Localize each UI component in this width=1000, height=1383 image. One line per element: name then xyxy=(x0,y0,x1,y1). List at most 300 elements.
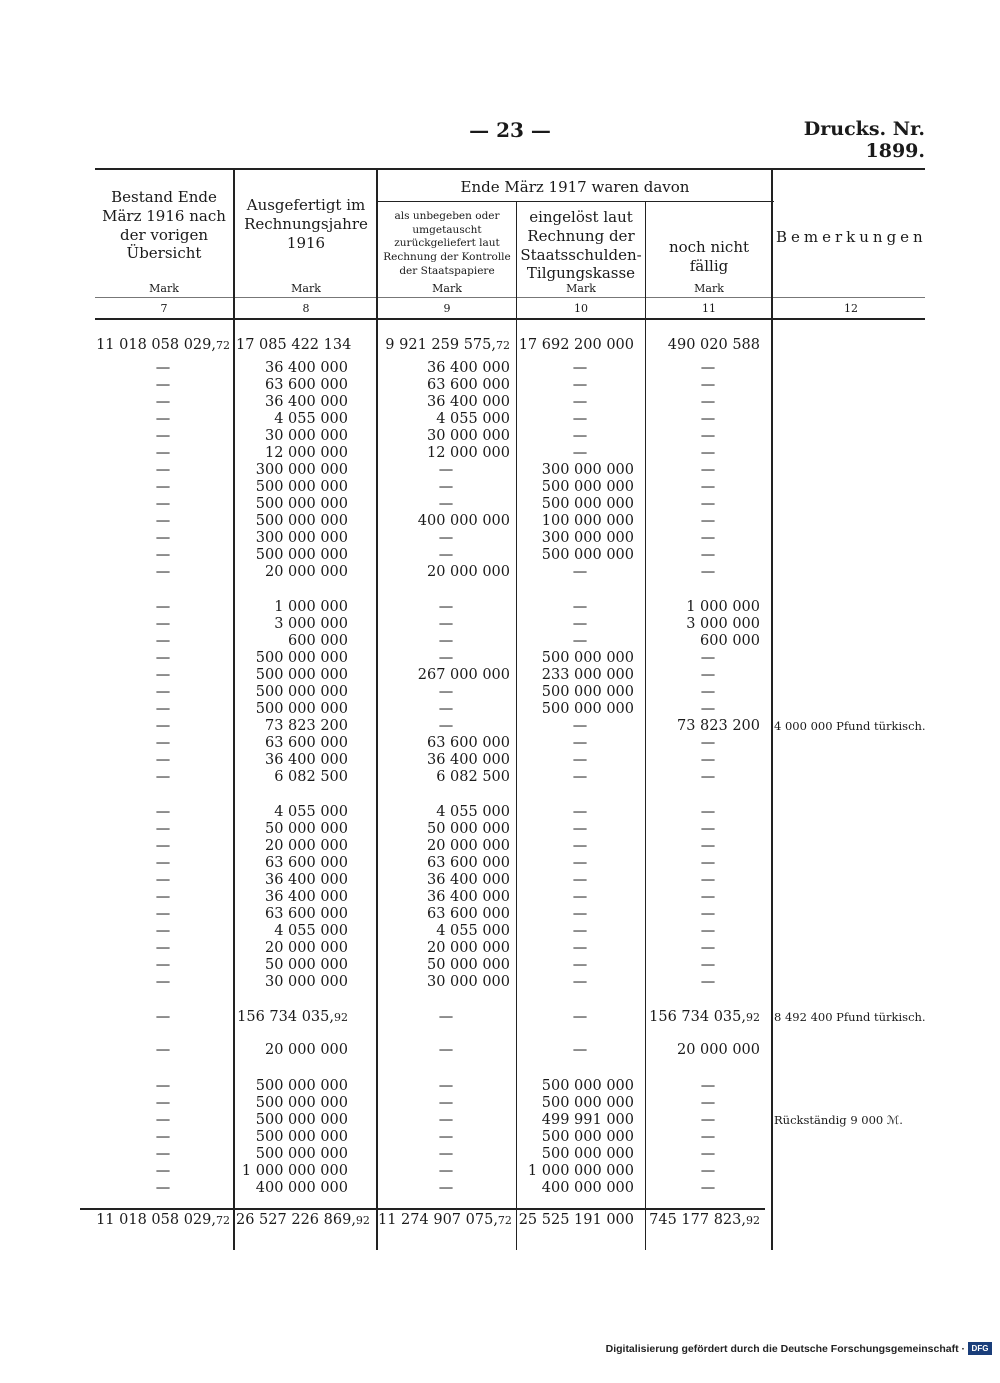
row-17-c10-value: 500 000 000 xyxy=(541,650,634,666)
row-8-c8-value: 500 000 000 xyxy=(255,479,348,495)
row-14-c10-value: — xyxy=(572,599,588,615)
row-19-c7 xyxy=(98,684,228,701)
row-4-c8-value: 4 055 000 xyxy=(274,411,348,427)
row-40-c8-value: 500 000 000 xyxy=(255,1112,348,1128)
row-29-c8-value: 36 400 000 xyxy=(264,872,348,888)
row-23-c10 xyxy=(518,752,642,769)
row-7-c9 xyxy=(380,462,512,479)
row-10-c9 xyxy=(378,513,510,530)
unit-rule xyxy=(95,297,925,298)
row-8-c9 xyxy=(380,479,512,496)
row-41-c7 xyxy=(98,1129,228,1146)
row-17-c11-value: — xyxy=(700,650,716,666)
row-17-c7 xyxy=(98,650,228,667)
row-27-c7-value: — xyxy=(155,838,171,854)
col10-unit: Mark xyxy=(566,282,596,295)
row-23-c10-value: — xyxy=(572,752,588,768)
row-6-c8-value: 12 000 000 xyxy=(264,445,348,461)
row-43-c10-value: 1 000 000 000 xyxy=(527,1163,634,1179)
row-34-c11 xyxy=(648,957,768,974)
row-1-c11 xyxy=(648,360,768,377)
row-0-c7-comma: , xyxy=(211,337,216,353)
row-1-c9-value: 36 400 000 xyxy=(426,360,510,376)
totals-c10-value: 25 525 191 000 xyxy=(518,1212,634,1228)
row-27-c10 xyxy=(518,838,642,855)
row-33-c7 xyxy=(98,940,228,957)
row-34-c11-value: — xyxy=(700,957,716,973)
col9-header: als unbegeben oder umgetauscht zurückgeliefert laut Rechnung der Kontrolle der Staatspapiere xyxy=(383,210,511,277)
group-header: Ende März 1917 waren davon xyxy=(460,178,690,196)
row-16-c7 xyxy=(98,633,228,650)
row-8-c7 xyxy=(98,479,228,496)
row-36-c7-value: — xyxy=(155,1009,171,1025)
row-5-c9 xyxy=(378,428,510,445)
row-29-c9-value: 36 400 000 xyxy=(426,872,510,888)
row-12-c11 xyxy=(648,547,768,564)
row-27-c8-value: 20 000 000 xyxy=(264,838,348,854)
row-10-c8 xyxy=(236,513,348,530)
row-4-c7 xyxy=(98,411,228,428)
row-29-c7-value: — xyxy=(155,872,171,888)
row-36-c7 xyxy=(98,1009,228,1026)
row-38-c7 xyxy=(98,1078,228,1095)
row-39-c8-value: 500 000 000 xyxy=(255,1095,348,1111)
col10-header: eingelöst laut Rechnung der Staatsschulden-Tilgungskasse xyxy=(520,208,642,283)
row-39-c7-value: — xyxy=(155,1095,171,1111)
vline-3 xyxy=(516,202,517,1250)
row-35-c7-value: — xyxy=(155,974,171,990)
row-5-c7 xyxy=(98,428,228,445)
row-3-c8 xyxy=(236,394,348,411)
row-3-c8-value: 36 400 000 xyxy=(264,394,348,410)
row-33-c8 xyxy=(236,940,348,957)
totals-c7 xyxy=(85,1212,230,1229)
row-20-c7 xyxy=(98,701,228,718)
row-9-c11-value: — xyxy=(700,496,716,512)
row-38-c8 xyxy=(236,1078,348,1095)
row-6-c8 xyxy=(236,445,348,462)
row-31-c8 xyxy=(236,906,348,923)
footer-credit: Digitalisierung gefördert durch die Deutsche Forschungsgemeinschaft · xyxy=(605,1343,965,1355)
row-28-c9-value: 63 600 000 xyxy=(426,855,510,871)
totals-rule xyxy=(80,1208,765,1210)
row-40-c11 xyxy=(648,1112,768,1129)
row-6-c9 xyxy=(378,445,510,462)
totals-c7-comma: , xyxy=(211,1212,216,1228)
row-4-c9-value: 4 055 000 xyxy=(436,411,510,427)
row-21-c7 xyxy=(98,718,228,735)
row-13-c10-value: — xyxy=(572,564,588,580)
row-17-c8-value: 500 000 000 xyxy=(255,650,348,666)
row-1-c8-value: 36 400 000 xyxy=(264,360,348,376)
row-20-c10 xyxy=(518,701,634,718)
row-24-c8-value: 6 082 500 xyxy=(274,769,348,785)
row-26-c9 xyxy=(378,821,510,838)
row-5-c8 xyxy=(236,428,348,445)
row-28-c10 xyxy=(518,855,642,872)
row-8-c7-value: — xyxy=(155,479,171,495)
row-20-c9-value: — xyxy=(438,701,454,717)
row-21-c9 xyxy=(380,718,512,735)
row-20-c11-value: — xyxy=(700,701,716,717)
row-6-c7-value: — xyxy=(155,445,171,461)
row-20-c8-value: 500 000 000 xyxy=(255,701,348,717)
row-27-c9-value: 20 000 000 xyxy=(426,838,510,854)
row-5-c10 xyxy=(518,428,642,445)
row-34-c7 xyxy=(98,957,228,974)
row-6-c10-value: — xyxy=(572,445,588,461)
row-8-c11 xyxy=(648,479,768,496)
row-6-c10 xyxy=(518,445,642,462)
row-21-c10 xyxy=(518,718,642,735)
row-31-c11 xyxy=(648,906,768,923)
row-21-remark: 4 000 000 Pfund türkisch. xyxy=(774,719,926,733)
row-0-c10 xyxy=(518,337,634,354)
row-36-c10 xyxy=(518,1009,642,1026)
row-0-c7-value: 11 018 058 029 xyxy=(96,337,212,353)
row-30-c8-value: 36 400 000 xyxy=(264,889,348,905)
row-24-c10 xyxy=(518,769,642,786)
row-3-c11 xyxy=(648,394,768,411)
row-36-c11 xyxy=(648,1009,760,1026)
row-8-c11-value: — xyxy=(700,479,716,495)
row-26-c9-value: 50 000 000 xyxy=(426,821,510,837)
row-30-c7-value: — xyxy=(155,889,171,905)
totals-c11-comma: , xyxy=(741,1212,746,1228)
row-38-c7-value: — xyxy=(155,1078,171,1094)
row-9-c7-value: — xyxy=(155,496,171,512)
row-36-c8-value: 156 734 035 xyxy=(237,1009,330,1025)
row-41-c8-value: 500 000 000 xyxy=(255,1129,348,1145)
row-36-c8-decimals: 92 xyxy=(334,1011,348,1024)
row-13-c11 xyxy=(648,564,768,581)
row-41-c9-value: — xyxy=(438,1129,454,1145)
row-13-c8-value: 20 000 000 xyxy=(264,564,348,580)
row-33-c10 xyxy=(518,940,642,957)
row-17-c10 xyxy=(518,650,634,667)
row-17-c7-value: — xyxy=(155,650,171,666)
row-39-c9 xyxy=(380,1095,512,1112)
row-16-c8 xyxy=(236,633,348,650)
row-42-c11-value: — xyxy=(700,1146,716,1162)
row-44-c9 xyxy=(380,1180,512,1197)
row-40-c8 xyxy=(236,1112,348,1129)
row-4-c8 xyxy=(236,411,348,428)
row-43-c8-value: 1 000 000 000 xyxy=(241,1163,348,1179)
row-32-c9 xyxy=(378,923,510,940)
row-38-c10 xyxy=(518,1078,634,1095)
row-11-c9 xyxy=(380,530,512,547)
row-26-c10 xyxy=(518,821,642,838)
row-11-c7 xyxy=(98,530,228,547)
row-9-c8-value: 500 000 000 xyxy=(255,496,348,512)
row-15-c7-value: — xyxy=(155,616,171,632)
row-27-c11-value: — xyxy=(700,838,716,854)
row-2-c11-value: — xyxy=(700,377,716,393)
row-29-c11-value: — xyxy=(700,872,716,888)
row-0-c9-decimals: 72 xyxy=(496,339,510,352)
row-12-c10-value: 500 000 000 xyxy=(541,547,634,563)
row-41-c8 xyxy=(236,1129,348,1146)
row-0-c11 xyxy=(648,337,760,354)
row-14-c11 xyxy=(648,599,760,616)
row-10-c11 xyxy=(648,513,768,530)
row-16-c10-value: — xyxy=(572,633,588,649)
row-8-c8 xyxy=(236,479,348,496)
group-rule xyxy=(378,201,774,202)
row-23-c11-value: — xyxy=(700,752,716,768)
row-38-c9-value: — xyxy=(438,1078,454,1094)
row-15-c11 xyxy=(648,616,760,633)
totals-c8-comma: , xyxy=(351,1212,356,1228)
row-9-c8 xyxy=(236,496,348,513)
row-25-c11-value: — xyxy=(700,804,716,820)
row-0-c9-value: 9 921 259 575 xyxy=(385,337,492,353)
row-21-c8-value: 73 823 200 xyxy=(264,718,348,734)
row-36-c9 xyxy=(380,1009,512,1026)
row-13-c11-value: — xyxy=(700,564,716,580)
row-44-c10-value: 400 000 000 xyxy=(541,1180,634,1196)
row-1-c9 xyxy=(378,360,510,377)
row-7-c7-value: — xyxy=(155,462,171,478)
row-12-c9-value: — xyxy=(438,547,454,563)
row-36-c8 xyxy=(236,1009,348,1026)
col8-header: Ausgefertigt im Rechnungsjahre 1916 xyxy=(244,196,368,252)
row-35-c9-value: 30 000 000 xyxy=(426,974,510,990)
row-41-c7-value: — xyxy=(155,1129,171,1145)
row-13-c7 xyxy=(98,564,228,581)
row-22-c8 xyxy=(236,735,348,752)
row-4-c9 xyxy=(378,411,510,428)
row-11-c8 xyxy=(236,530,348,547)
row-33-c11 xyxy=(648,940,768,957)
row-2-c8 xyxy=(236,377,348,394)
row-25-c7 xyxy=(98,804,228,821)
row-16-c11 xyxy=(648,633,760,650)
row-2-c7 xyxy=(98,377,228,394)
row-9-c9 xyxy=(380,496,512,513)
row-25-c9-value: 4 055 000 xyxy=(436,804,510,820)
row-4-c11 xyxy=(648,411,768,428)
row-16-c9-value: — xyxy=(438,633,454,649)
row-29-c10-value: — xyxy=(572,872,588,888)
row-37-c10-value: — xyxy=(572,1042,588,1058)
row-24-c11-value: — xyxy=(700,769,716,785)
row-28-c11 xyxy=(648,855,768,872)
row-14-c10 xyxy=(518,599,642,616)
row-21-c11-value: 73 823 200 xyxy=(676,718,760,734)
row-34-c8 xyxy=(236,957,348,974)
row-16-c8-value: 600 000 xyxy=(288,633,348,649)
row-21-c7-value: — xyxy=(155,718,171,734)
row-2-c8-value: 63 600 000 xyxy=(264,377,348,393)
row-11-c10-value: 300 000 000 xyxy=(541,530,634,546)
row-24-c9-value: 6 082 500 xyxy=(436,769,510,785)
row-35-c11-value: — xyxy=(700,974,716,990)
row-9-c10-value: 500 000 000 xyxy=(541,496,634,512)
row-37-c8-value: 20 000 000 xyxy=(264,1042,348,1058)
row-33-c7-value: — xyxy=(155,940,171,956)
row-2-c9 xyxy=(378,377,510,394)
row-35-c10 xyxy=(518,974,642,991)
row-5-c10-value: — xyxy=(572,428,588,444)
row-42-c11 xyxy=(648,1146,768,1163)
row-10-c7 xyxy=(98,513,228,530)
row-7-c8 xyxy=(236,462,348,479)
row-22-c8-value: 63 600 000 xyxy=(264,735,348,751)
vline-4 xyxy=(645,202,646,1250)
row-36-c11-comma: , xyxy=(741,1009,746,1025)
row-2-c10-value: — xyxy=(572,377,588,393)
row-14-c11-value: 1 000 000 xyxy=(686,599,760,615)
row-37-c9 xyxy=(380,1042,512,1059)
row-41-c10 xyxy=(518,1129,634,1146)
row-16-c7-value: — xyxy=(155,633,171,649)
row-36-remark: 8 492 400 Pfund türkisch. xyxy=(774,1010,926,1024)
row-0-c8 xyxy=(236,337,352,354)
row-36-c10-value: — xyxy=(572,1009,588,1025)
row-19-c10 xyxy=(518,684,634,701)
row-20-c10-value: 500 000 000 xyxy=(541,701,634,717)
row-44-c10 xyxy=(518,1180,634,1197)
row-17-c11 xyxy=(648,650,768,667)
row-1-c7-value: — xyxy=(155,360,171,376)
row-1-c10 xyxy=(518,360,642,377)
row-18-c7-value: — xyxy=(155,667,171,683)
row-26-c7 xyxy=(98,821,228,838)
row-5-c11 xyxy=(648,428,768,445)
row-34-c9 xyxy=(378,957,510,974)
row-10-c10-value: 100 000 000 xyxy=(541,513,634,529)
row-29-c9 xyxy=(378,872,510,889)
row-7-c9-value: — xyxy=(438,462,454,478)
row-37-c11-value: 20 000 000 xyxy=(676,1042,760,1058)
row-36-c11-decimals: 92 xyxy=(746,1011,760,1024)
row-13-c9 xyxy=(378,564,510,581)
top-rule xyxy=(95,168,925,170)
row-39-c9-value: — xyxy=(438,1095,454,1111)
row-26-c8 xyxy=(236,821,348,838)
row-31-c10-value: — xyxy=(572,906,588,922)
row-19-c9 xyxy=(380,684,512,701)
row-25-c10-value: — xyxy=(572,804,588,820)
row-36-c11-value: 156 734 035 xyxy=(649,1009,742,1025)
row-15-c10 xyxy=(518,616,642,633)
row-23-c8 xyxy=(236,752,348,769)
row-9-c11 xyxy=(648,496,768,513)
row-25-c10 xyxy=(518,804,642,821)
totals-c9 xyxy=(378,1212,510,1229)
row-12-c8 xyxy=(236,547,348,564)
row-25-c7-value: — xyxy=(155,804,171,820)
col11-header: noch nicht fällig xyxy=(668,238,750,275)
row-42-c9 xyxy=(380,1146,512,1163)
row-8-c9-value: — xyxy=(438,479,454,495)
row-41-c11 xyxy=(648,1129,768,1146)
row-7-c7 xyxy=(98,462,228,479)
row-43-c9-value: — xyxy=(438,1163,454,1179)
row-44-c11-value: — xyxy=(700,1180,716,1196)
row-30-c9 xyxy=(378,889,510,906)
totals-c11 xyxy=(648,1212,760,1229)
row-18-c11 xyxy=(648,667,768,684)
row-27-c10-value: — xyxy=(572,838,588,854)
row-28-c7 xyxy=(98,855,228,872)
row-42-c7 xyxy=(98,1146,228,1163)
row-43-c9 xyxy=(380,1163,512,1180)
row-43-c7-value: — xyxy=(155,1163,171,1179)
row-33-c9 xyxy=(378,940,510,957)
dfg-logo: DFG xyxy=(968,1342,992,1355)
totals-c9-comma: , xyxy=(493,1212,498,1228)
row-14-c8-value: 1 000 000 xyxy=(274,599,348,615)
row-5-c9-value: 30 000 000 xyxy=(426,428,510,444)
row-34-c10 xyxy=(518,957,642,974)
row-19-c11-value: — xyxy=(700,684,716,700)
row-41-c11-value: — xyxy=(700,1129,716,1145)
row-39-c11 xyxy=(648,1095,768,1112)
col9-number: 9 xyxy=(443,302,451,315)
row-25-c8-value: 4 055 000 xyxy=(274,804,348,820)
row-25-c9 xyxy=(378,804,510,821)
row-39-c8 xyxy=(236,1095,348,1112)
row-3-c7 xyxy=(98,394,228,411)
row-12-c10 xyxy=(518,547,634,564)
row-43-c11-value: — xyxy=(700,1163,716,1179)
row-2-c10 xyxy=(518,377,642,394)
row-31-c9-value: 63 600 000 xyxy=(426,906,510,922)
row-44-c7-value: — xyxy=(155,1180,171,1196)
row-1-c10-value: — xyxy=(572,360,588,376)
row-3-c11-value: — xyxy=(700,394,716,410)
row-24-c10-value: — xyxy=(572,769,588,785)
header-bottom-rule xyxy=(95,318,925,320)
row-13-c7-value: — xyxy=(155,564,171,580)
row-40-c10 xyxy=(518,1112,634,1129)
row-24-c8 xyxy=(236,769,348,786)
row-6-c9-value: 12 000 000 xyxy=(426,445,510,461)
totals-c11-decimals: 92 xyxy=(746,1214,760,1227)
row-18-c10 xyxy=(518,667,634,684)
vline-2 xyxy=(376,170,378,1250)
row-12-c9 xyxy=(380,547,512,564)
drucksache-number: Drucks. Nr. 1899. xyxy=(803,118,925,162)
row-32-c10 xyxy=(518,923,642,940)
col11-unit: Mark xyxy=(694,282,724,295)
row-0-c9-comma: , xyxy=(491,337,496,353)
row-10-c7-value: — xyxy=(155,513,171,529)
row-10-c10 xyxy=(518,513,634,530)
vline-5 xyxy=(771,170,773,1250)
row-40-remark: Rückständig 9 000 ℳ. xyxy=(774,1113,903,1127)
row-21-c9-value: — xyxy=(438,718,454,734)
row-13-c9-value: 20 000 000 xyxy=(426,564,510,580)
row-1-c7 xyxy=(98,360,228,377)
row-15-c9-value: — xyxy=(438,616,454,632)
row-3-c10-value: — xyxy=(572,394,588,410)
row-44-c11 xyxy=(648,1180,768,1197)
row-11-c8-value: 300 000 000 xyxy=(255,530,348,546)
row-20-c9 xyxy=(380,701,512,718)
row-12-c7 xyxy=(98,547,228,564)
row-22-c11-value: — xyxy=(700,735,716,751)
row-0-c7-decimals: 72 xyxy=(216,339,230,352)
row-28-c7-value: — xyxy=(155,855,171,871)
row-22-c10 xyxy=(518,735,642,752)
row-32-c7-value: — xyxy=(155,923,171,939)
row-12-c7-value: — xyxy=(155,547,171,563)
row-40-c11-value: — xyxy=(700,1112,716,1128)
